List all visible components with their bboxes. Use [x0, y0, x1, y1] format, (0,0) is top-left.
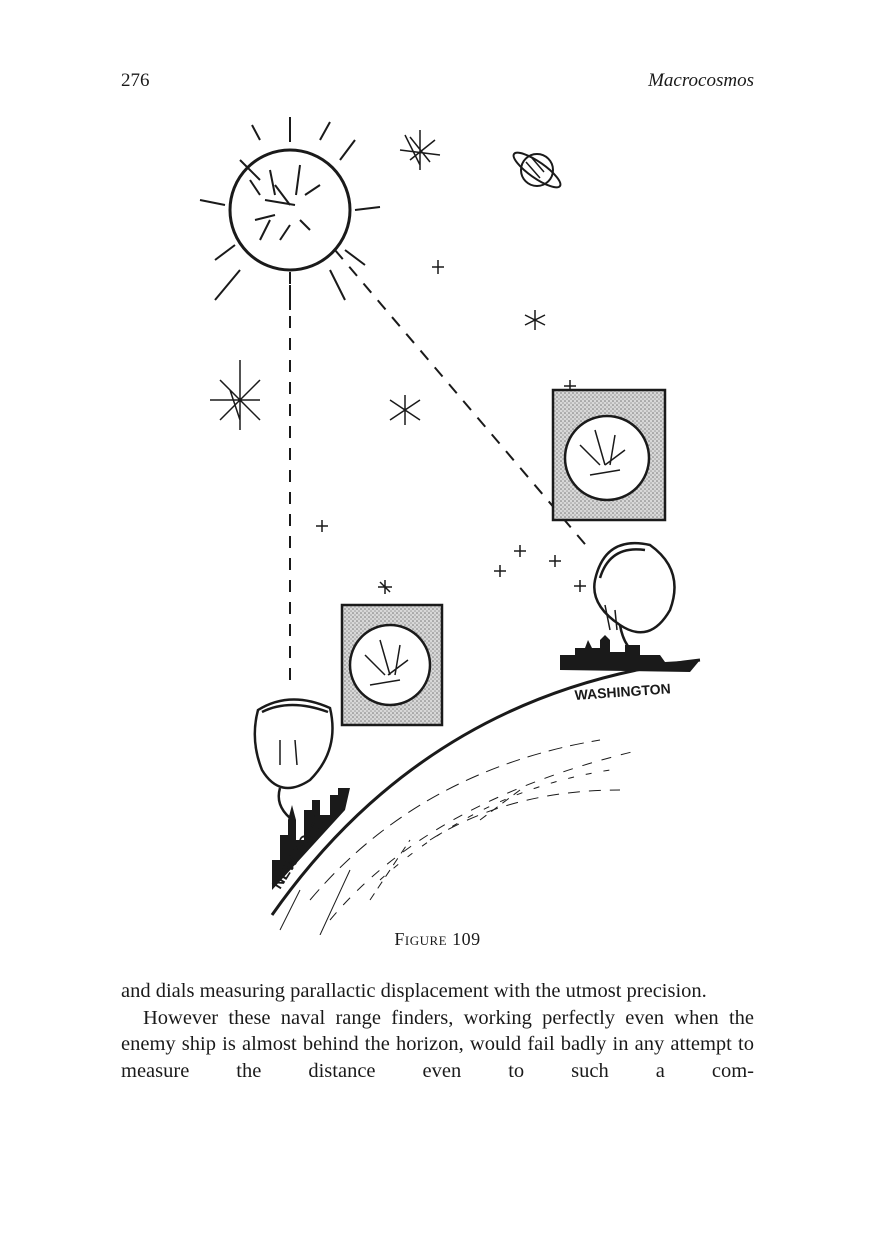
figure-illustration — [180, 100, 720, 935]
washington-label: WASHINGTON — [574, 680, 672, 703]
caption-word: Figure — [394, 929, 448, 949]
body-paragraph: However these naval range finders, working perfectly even when the enemy ship is almost behind the horizon, would fail badly in any attempt to measure the distance even to such a com- — [121, 1006, 754, 1082]
figure-caption — [0, 929, 875, 950]
new-york-label: NEW YORK — [268, 813, 327, 893]
caption-number: 109 — [452, 929, 481, 949]
body-paragraph: and dials measuring parallactic displacement with the utmost precision. — [121, 980, 707, 1002]
body-text — [121, 978, 754, 1084]
running-head: Macrocosmos — [648, 70, 754, 91]
moon-frame-icon — [342, 605, 442, 725]
moon-frame-icon — [553, 390, 665, 520]
eye-icon — [255, 699, 333, 818]
skyline-icon — [560, 635, 700, 672]
page-number: 276 — [121, 70, 150, 91]
saturn-icon — [509, 147, 564, 192]
